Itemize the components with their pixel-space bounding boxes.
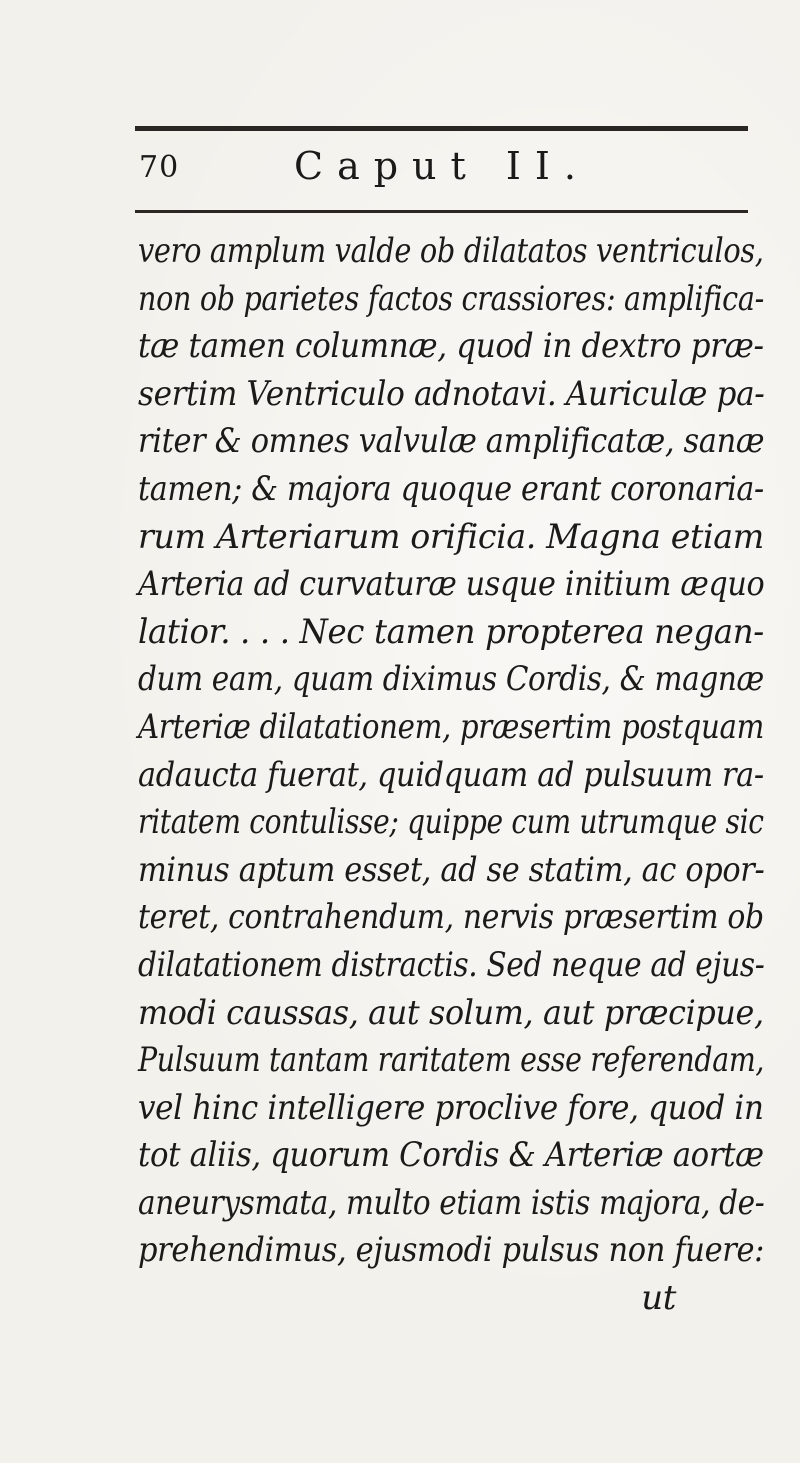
- text-line: Arteriæ dilatationem, præsertim postquam: [138, 706, 764, 747]
- text-line: non ob parietes factos crassiores: amplifica-: [138, 278, 764, 319]
- text-line: teret, contrahendum, nervis præsertim ob: [138, 897, 764, 938]
- text-line: latior. . . . Nec tamen propterea negan-: [138, 611, 764, 652]
- text-line: dum eam, quam diximus Cordis, & magnæ: [138, 659, 764, 700]
- text-line: riter & omnes valvulæ amplificatæ, sanæ: [138, 421, 765, 462]
- running-head: Caput II.: [294, 144, 590, 188]
- text-line: Pulsuum tantam raritatem esse referendam,: [138, 1040, 765, 1081]
- text-line: sertim Ventriculo adnotavi. Auriculæ pa-: [138, 373, 765, 414]
- text-line: tamen; & majora quoque erant coronaria-: [138, 468, 764, 509]
- text-line: prehendimus, ejusmodi pulsus non fuere:: [138, 1230, 765, 1271]
- text-line: adaucta fuerat, quidquam ad pulsuum ra-: [138, 754, 764, 795]
- header-bottom-rule: [135, 210, 748, 213]
- text-line: tæ tamen columnæ, quod in dextro præ-: [138, 326, 764, 367]
- text-line: modi caussas, aut solum, aut præcipue,: [138, 992, 764, 1033]
- text-line: dilatationem distractis. Sed neque ad ejus-: [138, 944, 765, 985]
- text-line: ritatem contulisse; quippe cum utrumque sic: [138, 802, 764, 843]
- catchword: ut: [641, 1278, 676, 1319]
- body-text: [138, 228, 764, 1323]
- text-line: minus aptum esset, ad se statim, ac opor-: [138, 849, 765, 890]
- text-line: rum Arteriarum orificia. Magna etiam: [138, 516, 764, 557]
- text-line: Arteria ad curvaturæ usque initium æquo: [138, 564, 765, 605]
- text-line: vero amplum valde ob dilatatos ventriculos,: [138, 231, 764, 271]
- header-top-rule: [135, 126, 748, 131]
- text-line: tot aliis, quorum Cordis & Arteriæ aortæ: [138, 1135, 764, 1176]
- text-line: aneurysmata, multo etiam istis majora, de-: [138, 1182, 765, 1223]
- page-number: 70: [139, 150, 180, 185]
- text-line: vel hinc intelligere proclive fore, quod in: [138, 1087, 764, 1128]
- page-header: [139, 144, 739, 200]
